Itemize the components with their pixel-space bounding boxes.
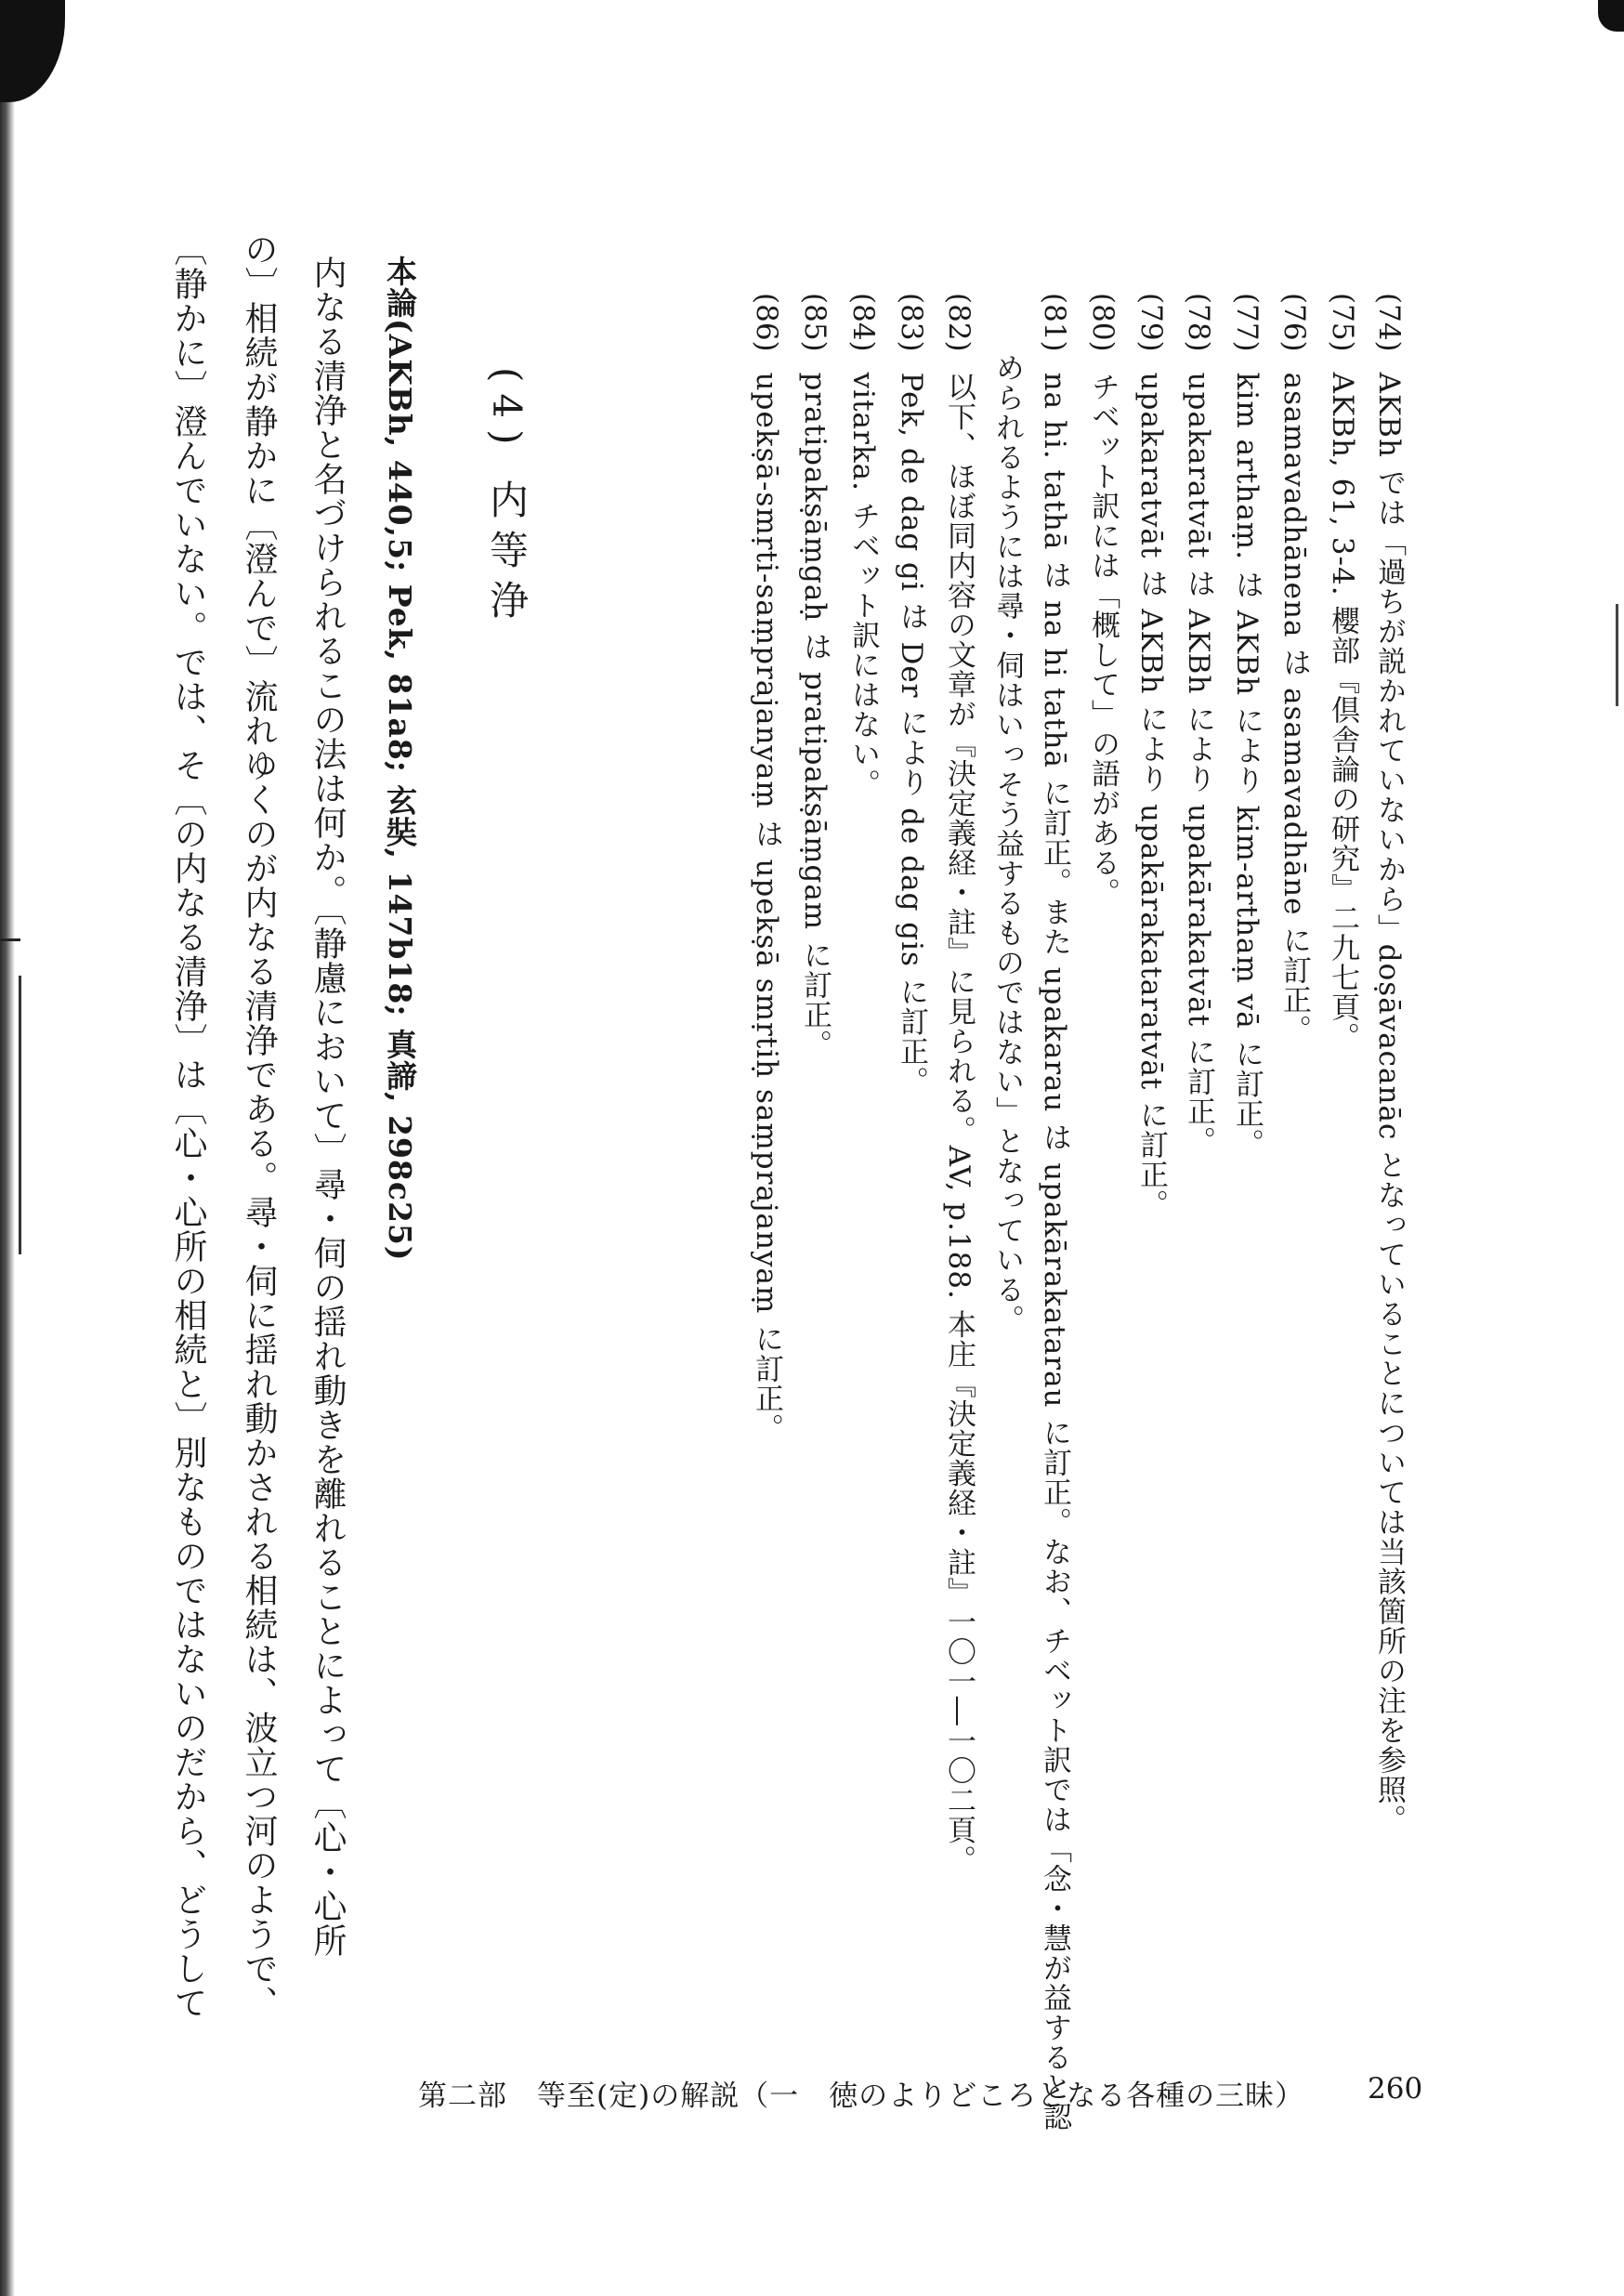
note-text: AKBh, 61, 3-4. 櫻部『倶舎論の研究』二九七頁。 — [1326, 372, 1359, 1053]
note-86 — [748, 293, 785, 1443]
note-number: (74) — [1372, 293, 1406, 352]
note-number: (79) — [1134, 293, 1168, 352]
note-number: (77) — [1230, 293, 1264, 352]
note-text: asamavadhānena は asamavadhāne に訂正。 — [1277, 372, 1311, 1045]
note-number: (78) — [1182, 293, 1215, 352]
note-83 — [893, 293, 930, 1096]
source-ref: (AKBh, 440,5; Pek, 81a8; 玄奘, 147b18; 真諦, 298c25) — [382, 319, 418, 1262]
note-text: vitarka. チベット訳にはない。 — [846, 372, 880, 799]
note-text: pratipakṣāṃgaḥ は pratipakṣāṃgam に訂正。 — [798, 372, 832, 1060]
note-number: (84) — [846, 293, 880, 352]
note-75 — [1324, 293, 1361, 1052]
note-84 — [845, 293, 882, 799]
note-text: Pek, de dag gi は Der により de dag gis に訂正。 — [895, 372, 928, 1096]
source-reference-line — [379, 256, 420, 1262]
scan-line-left — [19, 976, 21, 1254]
note-79 — [1133, 293, 1170, 1219]
note-78 — [1180, 293, 1217, 1156]
source-label: 本論 — [382, 256, 418, 319]
scan-edge-left — [0, 0, 15, 2296]
scan-blot-top-right — [1598, 0, 1624, 32]
scan-blot-top-left — [0, 0, 65, 102]
note-80 — [1084, 293, 1121, 908]
note-text: na hi. tathā は na hi tathā に訂正。また upakarau は upakārakatarau に訂正。なお、チベット訳では「念・慧が益すると認 — [1038, 372, 1071, 2132]
scan-mark-right — [1616, 604, 1618, 706]
note-text: upakaratvāt は AKBh により upakārakatvāt に訂正。 — [1182, 372, 1215, 1157]
note-76 — [1276, 293, 1313, 1044]
note-number: (80) — [1086, 293, 1120, 352]
note-number: (81) — [1038, 293, 1071, 352]
main-text-line-2: の〕相続が静かに〔澄んで〕流れゆくのが内なる清浄である。尋・伺に揺れ動かされる相続は、波立つ河のようで、 — [240, 232, 278, 2020]
note-number: (85) — [798, 293, 832, 352]
main-text-line-3: 〔静かに〕澄んでいない。では、そ〔の内なる清浄〕は〔心・心所の相続と〕別なものではないのだから、どうして — [169, 232, 207, 2020]
note-text: チベット訳には「概して」の語がある。 — [1086, 372, 1120, 908]
note-text: められるようには尋・伺はいっそう益するものではない」となっている。 — [990, 353, 1024, 1334]
note-text: upekṣā-smṛti-saṃprajanyaṃ は upekṣā smṛtiḥ saṃprajanyaṃ に訂正。 — [750, 372, 783, 1444]
note-85 — [796, 293, 833, 1059]
note-text: 以下、ほぼ同内容の文章が『決定義経・註』に見られる。AV, p.188. 本庄『決定義経・註』一〇一―一〇二頁。 — [942, 372, 976, 1875]
page-number: 260 — [1368, 2072, 1423, 2106]
note-number: (83) — [895, 293, 928, 352]
note-number: (86) — [750, 293, 783, 352]
note-text: upakaratvāt は AKBh により upakārakataratvāt に訂正。 — [1134, 372, 1168, 1220]
scan-mark-left — [0, 938, 20, 941]
note-number: (76) — [1277, 293, 1311, 352]
note-number: (82) — [942, 293, 976, 352]
note-77 — [1228, 293, 1265, 1159]
note-number: (75) — [1326, 293, 1359, 352]
note-82 — [940, 293, 977, 1875]
note-text: AKBh では「過ちが説かれていないから」doṣāvacanāc となっていることについては当該箇所の注を参照。 — [1372, 372, 1406, 1835]
note-text: kim arthaṃ. は AKBh により kim-arthaṃ vā に訂正。 — [1230, 372, 1264, 1159]
note-81-continuation — [989, 353, 1026, 1334]
section-heading: (4) 内等浄 — [484, 367, 530, 630]
running-footer-title: 第二部 等至(定)の解説（一 徳のよりどころとなる各種の三昧） — [418, 2080, 1305, 2113]
note-81 — [1036, 293, 1073, 2132]
main-text-line-1: 内なる清浄と名づけられるこの法は何か。〔静慮において〕尋・伺の揺れ動きを離れることによって〔心・心所 — [308, 256, 347, 1958]
note-74 — [1370, 293, 1408, 1834]
